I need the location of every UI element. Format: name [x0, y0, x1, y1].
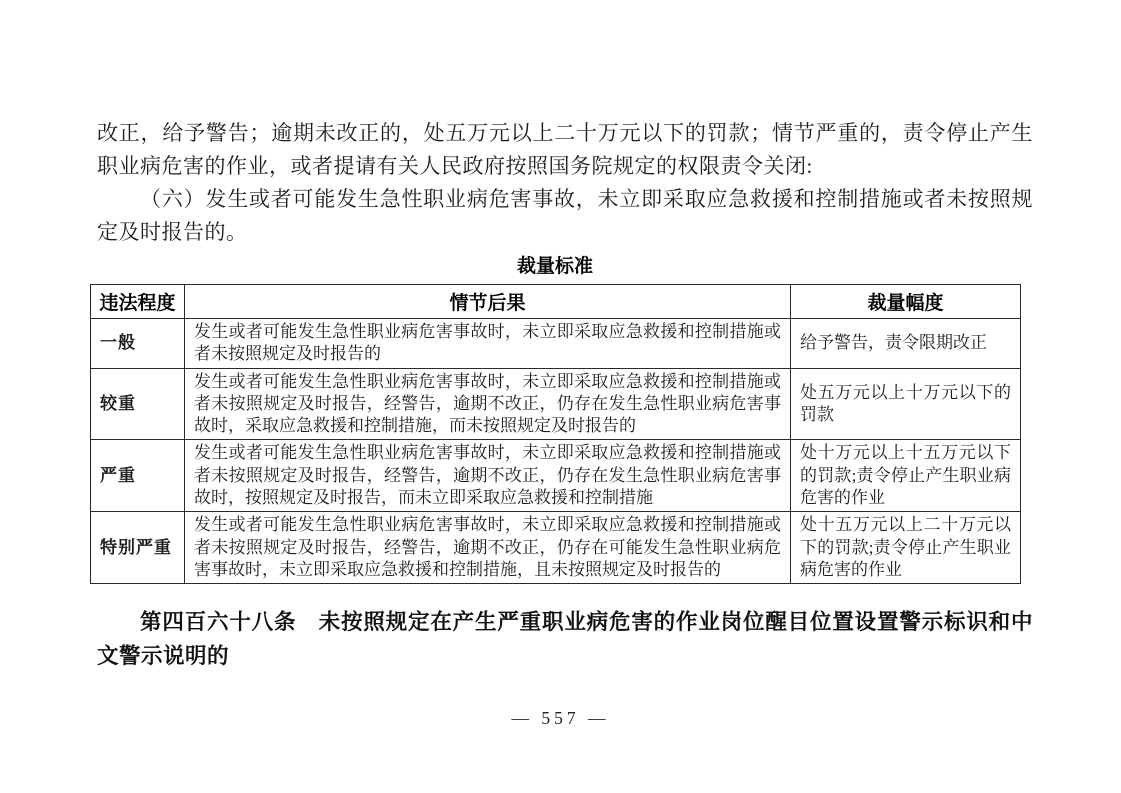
cell-circumstance: 发生或者可能发生急性职业病危害事故时，未立即采取应急救援和控制措施或者未按照规定及时报告，经警告，逾期不改正，仍存在发生急性职业病危害事故时，采取应急救援和控制措施，而未按照规定及时报告的: [185, 368, 791, 440]
discretion-table: [90, 284, 1021, 584]
table-header-row: [91, 285, 1021, 319]
cell-circumstance: 发生或者可能发生急性职业病危害事故时，未立即采取应急救援和控制措施或者未按照规定及时报告，经警告，逾期不改正，仍存在可能发生急性职业病危害事故时，未立即采取应急救援和控制措施，且未按照规定及时报告的: [185, 512, 791, 584]
table-row: [91, 319, 1021, 369]
cell-discretion-range: 给予警告，责令限期改正: [791, 319, 1021, 369]
col-header-discretion-range: 裁量幅度: [791, 285, 1021, 319]
table-row: [91, 440, 1021, 512]
cell-violation-degree: 较重: [91, 368, 185, 440]
discretion-table-section: [90, 251, 1020, 584]
cell-violation-degree: 严重: [91, 440, 185, 512]
table-row: [91, 512, 1021, 584]
cell-discretion-range: 处五万元以上十万元以下的罚款: [791, 368, 1021, 440]
col-header-circumstance: 情节后果: [185, 285, 791, 319]
table-title: 裁量标准: [516, 256, 593, 277]
cell-discretion-range: 处十万元以上十五万元以下的罚款;责令停止产生职业病危害的作业: [791, 440, 1021, 512]
cell-circumstance: 发生或者可能发生急性职业病危害事故时，未立即采取应急救援和控制措施或者未按照规定及时报告，经警告，逾期不改正，仍存在发生急性职业病危害事故时，按照规定及时报告，而未立即采取应急救援和控制措施: [185, 440, 791, 512]
intro-paragraph: 改正，给予警告；逾期未改正的，处五万元以上二十万元以下的罚款；情节严重的，责令停止产生职业病危害的作业，或者提请有关人民政府按照国务院规定的权限责令关闭:: [97, 121, 1033, 178]
body-text-block: [97, 117, 1033, 249]
article-heading: 第四百六十八条 未按照规定在产生严重职业病危害的作业岗位醒目位置设置警示标识和中文警示说明的: [97, 610, 1033, 668]
cell-discretion-range: 处十五万元以上二十万元以下的罚款;责令停止产生职业病危害的作业: [791, 512, 1021, 584]
cell-violation-degree: 特别严重: [91, 512, 185, 584]
item-six-paragraph: （六）发生或者可能发生急性职业病危害事故，未立即采取应急救援和控制措施或者未按照规定及时报告的。: [97, 187, 1033, 244]
cell-violation-degree: 一般: [91, 319, 185, 369]
page-number: — 557 —: [511, 708, 610, 728]
table-row: [91, 368, 1021, 440]
col-header-violation-degree: 违法程度: [91, 285, 185, 319]
cell-circumstance: 发生或者可能发生急性职业病危害事故时，未立即采取应急救援和控制措施或者未按照规定及时报告的: [185, 319, 791, 369]
